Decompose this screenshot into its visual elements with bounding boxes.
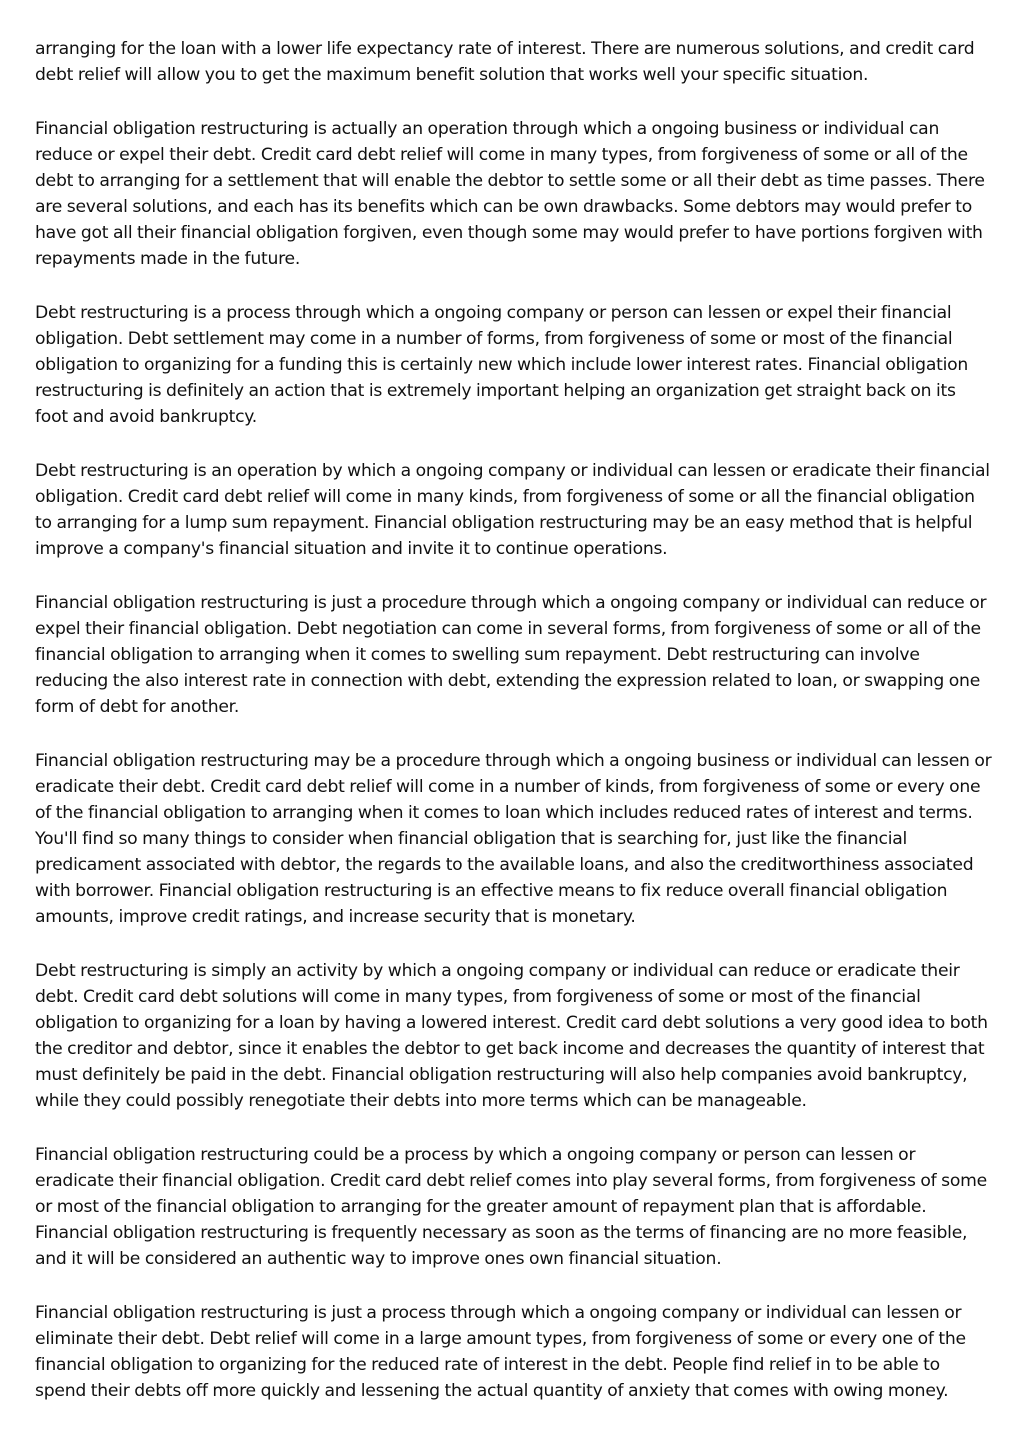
paragraph-4: Debt restructuring is an operation by which a ongoing company or individual can lessen or eradicate their financial obligation. Credit card debt relief will come in many kinds, from forgiveness of some or all the financial obligation to arranging for a lump sum repayment. Financial obligation restructuring may be an easy method that is helpful improve a company's financial situation and invite it to continue operations. [35, 461, 990, 559]
paragraph-9: Financial obligation restructuring is just a process through which a ongoing company or individual can lessen or eliminate their debt. Debt relief will come in a large amount types, from forgiveness of some or every one of the financial obligation to organizing for the reduced rate of interest in the debt. People find relief in to be able to spend their debts off more quickly and lessening the actual quantity of anxiety that comes with owing money. [35, 1303, 966, 1401]
paragraph-8: Financial obligation restructuring could be a process by which a ongoing company or person can lessen or eradicate their financial obligation. Credit card debt relief comes into play several forms, from forgiveness of some or most of the financial obligation to arranging for the greater amount of repayment plan that is affordable. Financial obligation restructuring is frequently necessary as soon as the terms of financing are no more feasible, and it will be considered an authentic way to improve ones own financial situation. [35, 1145, 987, 1269]
paragraph-6: Financial obligation restructuring may be a procedure through which a ongoing business or individual can lessen or eradicate their debt. Credit card debt relief will come in a number of kinds, from forgiveness of some or every one of the financial obligation to arranging when it comes to loan which includes reduced rates of interest and terms. You'll find so many things to consider when financial obligation that is searching for, just like the financial predicament associated with debtor, the regards to the available loans, and also the creditworthiness associated with borrower. Financial obligation restructuring is an effective means to fix reduce overall financial obligation amounts, improve credit ratings, and increase security that is monetary. [35, 751, 992, 927]
document-body [35, 36, 993, 1404]
paragraph-2: Financial obligation restructuring is actually an operation through which a ongoing business or individual can reduce or expel their debt. Credit card debt relief will come in many types, from forgiveness of some or all of the debt to arranging for a settlement that will enable the debtor to settle some or all their debt as time passes. There are several solutions, and each has its benefits which can be own drawbacks. Some debtors may would prefer to have got all their financial obligation forgiven, even though some may would prefer to have portions forgiven with repayments made in the future. [35, 119, 985, 269]
paragraph-1: arranging for the loan with a lower life expectancy rate of interest. There are numerous solutions, and credit card debt relief will allow you to get the maximum benefit solution that works well your specific situation. [35, 39, 975, 85]
paragraph-7: Debt restructuring is simply an activity by which a ongoing company or individual can reduce or eradicate their debt. Credit card debt solutions will come in many types, from forgiveness of some or most of the financial obligation to organizing for a loan by having a lowered interest. Credit card debt solutions a very good idea to both the creditor and debtor, since it enables the debtor to get back income and decreases the quantity of interest that must definitely be paid in the debt. Financial obligation restructuring will also help companies avoid bankruptcy, while they could possibly renegotiate their debts into more terms which can be manageable. [35, 961, 988, 1111]
paragraph-3: Debt restructuring is a process through which a ongoing company or person can lessen or expel their financial obligation. Debt settlement may come in a number of forms, from forgiveness of some or most of the financial obligation to organizing for a funding this is certainly new which include lower interest rates. Financial obligation restructuring is definitely an action that is extremely important helping an organization get straight back on its foot and avoid bankruptcy. [35, 303, 969, 427]
paragraph-5: Financial obligation restructuring is just a procedure through which a ongoing company or individual can reduce or expel their financial obligation. Debt negotiation can come in several forms, from forgiveness of some or all of the financial obligation to arranging when it comes to swelling sum repayment. Debt restructuring can involve reducing the also interest rate in connection with debt, extending the expression related to loan, or swapping one form of debt for another. [35, 593, 987, 717]
